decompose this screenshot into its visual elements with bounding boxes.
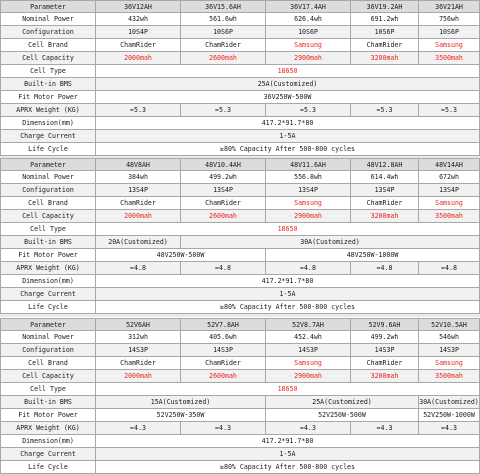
value-cell: 48V10.4AH [181,158,266,171]
value-cell: 52V8.7AH [266,318,351,331]
value-cell: 36V250W-500W [96,91,480,104]
value-cell: 48V8AH [96,158,181,171]
spec-row [0,318,480,331]
value-cell: 14S3P [266,344,351,357]
value-cell: 14S3P [351,344,419,357]
value-cell: 52V250W-500W [266,409,419,422]
value-cell: 48V250W-1000W [266,249,480,262]
row-label: Fit Motor Power [0,249,96,262]
spec-row [0,409,480,422]
value-cell: Samsung [419,39,480,52]
spec-row [0,171,480,184]
row-label: Built-in BMS [0,236,96,249]
spec-row [0,262,480,275]
row-label: Parameter [0,318,96,331]
row-label: Dimension(mm) [0,435,96,448]
value-cell: 1-5A [96,448,480,461]
value-cell: ≈5.3 [181,104,266,117]
value-cell: ≈5.3 [419,104,480,117]
value-cell: 25A(Customized) [266,396,419,409]
value-cell: 691.2wh [351,13,419,26]
value-cell: 48V12.8AH [351,158,419,171]
value-cell: ≥80% Capacity After 500-800 cycles [96,301,480,314]
row-label: Configuration [0,344,96,357]
value-cell: 499.2wh [351,331,419,344]
value-cell: ≈4.3 [181,422,266,435]
row-label: Life Cycle [0,461,96,474]
value-cell: ≈4.3 [419,422,480,435]
value-cell: 13S4P [96,184,181,197]
row-label: Charge Current [0,288,96,301]
value-cell: 14S3P [419,344,480,357]
value-cell: 48V250W-500W [96,249,266,262]
row-label: Life Cycle [0,143,96,156]
spec-row [0,223,480,236]
row-label: Parameter [0,158,96,171]
value-cell: Samsung [419,357,480,370]
value-cell: Samsung [266,197,351,210]
spec-row [0,331,480,344]
row-label: Fit Motor Power [0,409,96,422]
value-cell: 10S6P [266,26,351,39]
value-cell: ChamRider [351,197,419,210]
value-cell: 3500mah [419,52,480,65]
value-cell: 561.6wh [181,13,266,26]
value-cell: ChamRider [351,39,419,52]
value-cell: 18650 [96,383,480,396]
value-cell: 30A(Customized) [419,396,480,409]
value-cell: ≈4.8 [419,262,480,275]
spec-row [0,117,480,130]
value-cell: 3200mah [351,370,419,383]
value-cell: 52V10.5AH [419,318,480,331]
value-cell: Samsung [419,197,480,210]
value-cell: 30A(Customized) [181,236,480,249]
row-label: Configuration [0,26,96,39]
spec-row [0,0,480,13]
value-cell: 13S4P [351,184,419,197]
value-cell: 52V7.8AH [181,318,266,331]
row-label: Nominal Power [0,13,96,26]
row-label: Nominal Power [0,171,96,184]
row-label: Cell Capacity [0,52,96,65]
value-cell: ≈5.3 [351,104,419,117]
value-cell: ChamRider [181,39,266,52]
value-cell: 52V6AH [96,318,181,331]
row-label: Built-in BMS [0,396,96,409]
value-cell: ≈4.8 [181,262,266,275]
row-label: APRX Weight (KG) [0,422,96,435]
spec-row [0,275,480,288]
value-cell: 2000mah [96,52,181,65]
value-cell: 36V19.2AH [351,0,419,13]
row-label: Nominal Power [0,331,96,344]
value-cell: ≈4.8 [351,262,419,275]
value-cell: 36V17.4AH [266,0,351,13]
value-cell: ≥80% Capacity After 500-800 cycles [96,143,480,156]
spec-row [0,249,480,262]
value-cell: 556.8wh [266,171,351,184]
value-cell: 614.4wh [351,171,419,184]
value-cell: 2000mah [96,210,181,223]
value-cell: 626.4wh [266,13,351,26]
value-cell: 452.4wh [266,331,351,344]
value-cell: 13S4P [266,184,351,197]
spec-row [0,104,480,117]
row-label: APRX Weight (KG) [0,104,96,117]
row-label: Cell Type [0,223,96,236]
value-cell: ≈4.3 [96,422,181,435]
spec-row [0,78,480,91]
value-cell: 25A(Customized) [96,78,480,91]
row-label: APRX Weight (KG) [0,262,96,275]
row-label: Cell Type [0,65,96,78]
spec-row [0,448,480,461]
value-cell: 312wh [96,331,181,344]
value-cell: 2900mah [266,370,351,383]
row-label: Cell Brand [0,197,96,210]
value-cell: 417.2*91.7*80 [96,117,480,130]
value-cell: 36V21AH [419,0,480,13]
spec-row [0,184,480,197]
value-cell: 36V15.6AH [181,0,266,13]
row-label: Life Cycle [0,301,96,314]
spec-row [0,197,480,210]
row-label: Parameter [0,0,96,13]
value-cell: ChamRider [181,357,266,370]
value-cell: 18650 [96,65,480,78]
spec-row [0,344,480,357]
value-cell: 672wh [419,171,480,184]
value-cell: 10S6P [181,26,266,39]
value-cell: 13S4P [181,184,266,197]
value-cell: 18650 [96,223,480,236]
value-cell: 3500mah [419,370,480,383]
value-cell: ChamRider [351,357,419,370]
value-cell: ≈4.3 [351,422,419,435]
spec-row [0,236,480,249]
value-cell: 2600mah [181,52,266,65]
value-cell: 10S6P [351,26,419,39]
row-label: Built-in BMS [0,78,96,91]
row-label: Charge Current [0,130,96,143]
value-cell: 1-5A [96,130,480,143]
value-cell: 384wh [96,171,181,184]
spec-row [0,422,480,435]
row-label: Charge Current [0,448,96,461]
spec-row [0,65,480,78]
value-cell: 20A(Customized) [96,236,181,249]
value-cell: ChamRider [96,197,181,210]
row-label: Cell Brand [0,39,96,52]
value-cell: 14S3P [96,344,181,357]
spec-row [0,130,480,143]
spec-row [0,158,480,171]
value-cell: 52V250W-1000W [419,409,480,422]
row-label: Cell Capacity [0,210,96,223]
spec-row [0,357,480,370]
value-cell: 14S3P [181,344,266,357]
spec-row [0,383,480,396]
value-cell: 10S6P [419,26,480,39]
row-label: Cell Capacity [0,370,96,383]
value-cell: 48V11.6AH [266,158,351,171]
row-label: Fit Motor Power [0,91,96,104]
value-cell: 52V9.6AH [351,318,419,331]
value-cell: 432wh [96,13,181,26]
value-cell: ≥80% Capacity After 500-800 cycles [96,461,480,474]
value-cell: ChamRider [181,197,266,210]
spec-row [0,370,480,383]
value-cell: 36V12AH [96,0,181,13]
value-cell: 756wh [419,13,480,26]
spec-row [0,288,480,301]
value-cell: 2000mah [96,370,181,383]
value-cell: ≈5.3 [96,104,181,117]
value-cell: 3500mah [419,210,480,223]
value-cell: ≈4.3 [266,422,351,435]
value-cell: 15A(Customized) [96,396,266,409]
spec-row [0,396,480,409]
value-cell: 48V14AH [419,158,480,171]
value-cell: 2600mah [181,370,266,383]
spec-row [0,13,480,26]
value-cell: 10S4P [96,26,181,39]
value-cell: 405.6wh [181,331,266,344]
value-cell: 1-5A [96,288,480,301]
spec-row [0,143,480,156]
value-cell: ≈4.8 [266,262,351,275]
value-cell: Samsung [266,39,351,52]
value-cell: 13S4P [419,184,480,197]
value-cell: ChamRider [96,357,181,370]
spec-row [0,210,480,223]
value-cell: 546wh [419,331,480,344]
value-cell: 2900mah [266,210,351,223]
value-cell: 417.2*91.7*80 [96,275,480,288]
value-cell: 52V250W-350W [96,409,266,422]
value-cell: ≈5.3 [266,104,351,117]
spec-row [0,461,480,474]
value-cell: 2900mah [266,52,351,65]
spec-row [0,39,480,52]
spec-row [0,26,480,39]
value-cell: 2600mah [181,210,266,223]
spec-row [0,91,480,104]
value-cell: Samsung [266,357,351,370]
spec-row [0,52,480,65]
value-cell: 3200mah [351,210,419,223]
row-label: Configuration [0,184,96,197]
row-label: Dimension(mm) [0,117,96,130]
value-cell: ChamRider [96,39,181,52]
spec-row [0,435,480,448]
row-label: Dimension(mm) [0,275,96,288]
value-cell: 3200mah [351,52,419,65]
value-cell: 417.2*91.7*80 [96,435,480,448]
section-divider [0,314,480,317]
value-cell: 499.2wh [181,171,266,184]
value-cell: ≈4.8 [96,262,181,275]
spec-row [0,301,480,314]
row-label: Cell Brand [0,357,96,370]
row-label: Cell Type [0,383,96,396]
